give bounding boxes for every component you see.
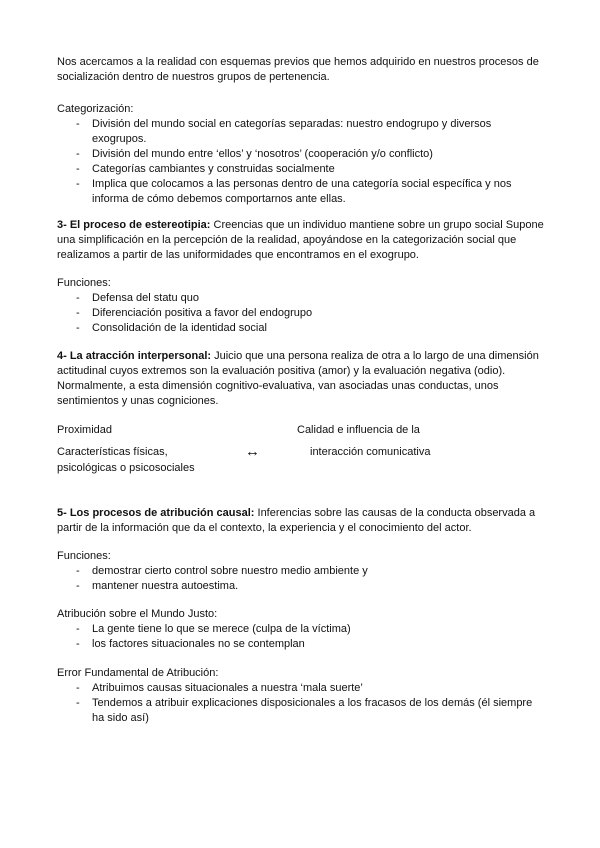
list-item: - Atribuimos causas situacionales a nuestra ‘mala suerte’ — [57, 681, 545, 696]
funciones-2-heading: Funciones: — [57, 550, 111, 562]
error-fundamental-heading: Error Fundamental de Atribución: — [57, 667, 219, 679]
categorizacion-heading: Categorización: — [57, 103, 134, 115]
list-item: - los factores situacionales no se contemplan — [57, 637, 545, 652]
list-item: - Diferenciación positiva a favor del endogrupo — [57, 306, 545, 321]
funciones-1-list — [57, 291, 545, 336]
diagram-right-top: Calidad e influencia de la — [297, 424, 420, 436]
funciones-1-heading: Funciones: — [57, 277, 111, 289]
list-item: - División del mundo entre ‘ellos’ y ‘nosotros’ (cooperación y/o conflicto) — [57, 147, 545, 162]
intro-paragraph: Nos acercamos a la realidad con esquemas previos que hemos adquirido en nuestros procesos de socialización dentro de nuestros grupos de pertenencia. — [57, 56, 539, 83]
list-item: - demostrar cierto control sobre nuestro medio ambiente y — [57, 564, 545, 579]
section-4-paragraph — [57, 349, 545, 409]
list-item: - La gente tiene lo que se merece (culpa de la víctima) — [57, 622, 545, 637]
section-5-title: 5- Los procesos de atribución causal: — [57, 507, 255, 519]
list-item: - División del mundo social en categorías separadas: nuestro endogrupo y diversos exogrupos. — [57, 117, 545, 147]
section-4-text: Juicio que una persona realiza de otra a lo largo de una dimensión actitudinal cuyos extremos son la evaluación positiva (amor) y la evaluación negativa (odio). Normalmente, a esta dimensión cognitivo-evaluativa, van asociadas unas conductas, unos sentimientos y unas cogniciones. — [57, 350, 539, 407]
diagram-left-top: Proximidad — [57, 424, 113, 436]
mundo-justo-heading: Atribución sobre el Mundo Justo: — [57, 608, 218, 620]
list-item: - Categorías cambiantes y construidas socialmente — [57, 162, 545, 177]
section-5-text: Inferencias sobre las causas de la conducta observada a partir de la información que da el contexto, la experiencia y el conocimiento del actor. — [57, 507, 536, 534]
diagram-left-bottom: psicológicas o psicosociales — [57, 462, 195, 474]
list-item: - Implica que colocamos a las personas dentro de una categoría social específica y nos informa de cómo debemos comportarnos ante ellas. — [57, 177, 545, 207]
double-arrow-icon: ↔ — [245, 443, 260, 460]
error-fundamental-section — [57, 666, 545, 726]
list-item: - mantener nuestra autoestima. — [57, 579, 545, 594]
section-3-paragraph — [57, 218, 545, 263]
funciones-2-list — [57, 564, 545, 594]
section-5-paragraph — [57, 506, 545, 536]
categorizacion-list — [57, 117, 545, 207]
diagram-left-mid: Características físicas, — [57, 446, 168, 458]
section-3-title: 3- El proceso de estereotipia: — [57, 219, 211, 231]
error-fundamental-list — [57, 681, 545, 726]
mundo-justo-section — [57, 607, 545, 652]
list-item: - Defensa del statu quo — [57, 291, 545, 306]
mundo-justo-list — [57, 622, 545, 652]
funciones-2-section — [57, 549, 545, 594]
categorizacion-section — [57, 102, 545, 207]
list-item: - Consolidación de la identidad social — [57, 321, 545, 336]
list-item: - Tendemos a atribuir explicaciones disposicionales a los fracasos de los demás (él siempre ha sido así) — [57, 696, 545, 726]
section-3-text: Creencias que un individuo mantiene sobre un grupo social Supone una simplificación en la percepción de la realidad, apoyándose en la categorización social que realizamos a partir de las uniformidades que encontramos en el exogrupo. — [57, 219, 544, 261]
section-4-title: 4- La atracción interpersonal: — [57, 350, 212, 362]
funciones-1-section — [57, 276, 545, 336]
diagram-right-mid: interacción comunicativa — [310, 446, 431, 458]
